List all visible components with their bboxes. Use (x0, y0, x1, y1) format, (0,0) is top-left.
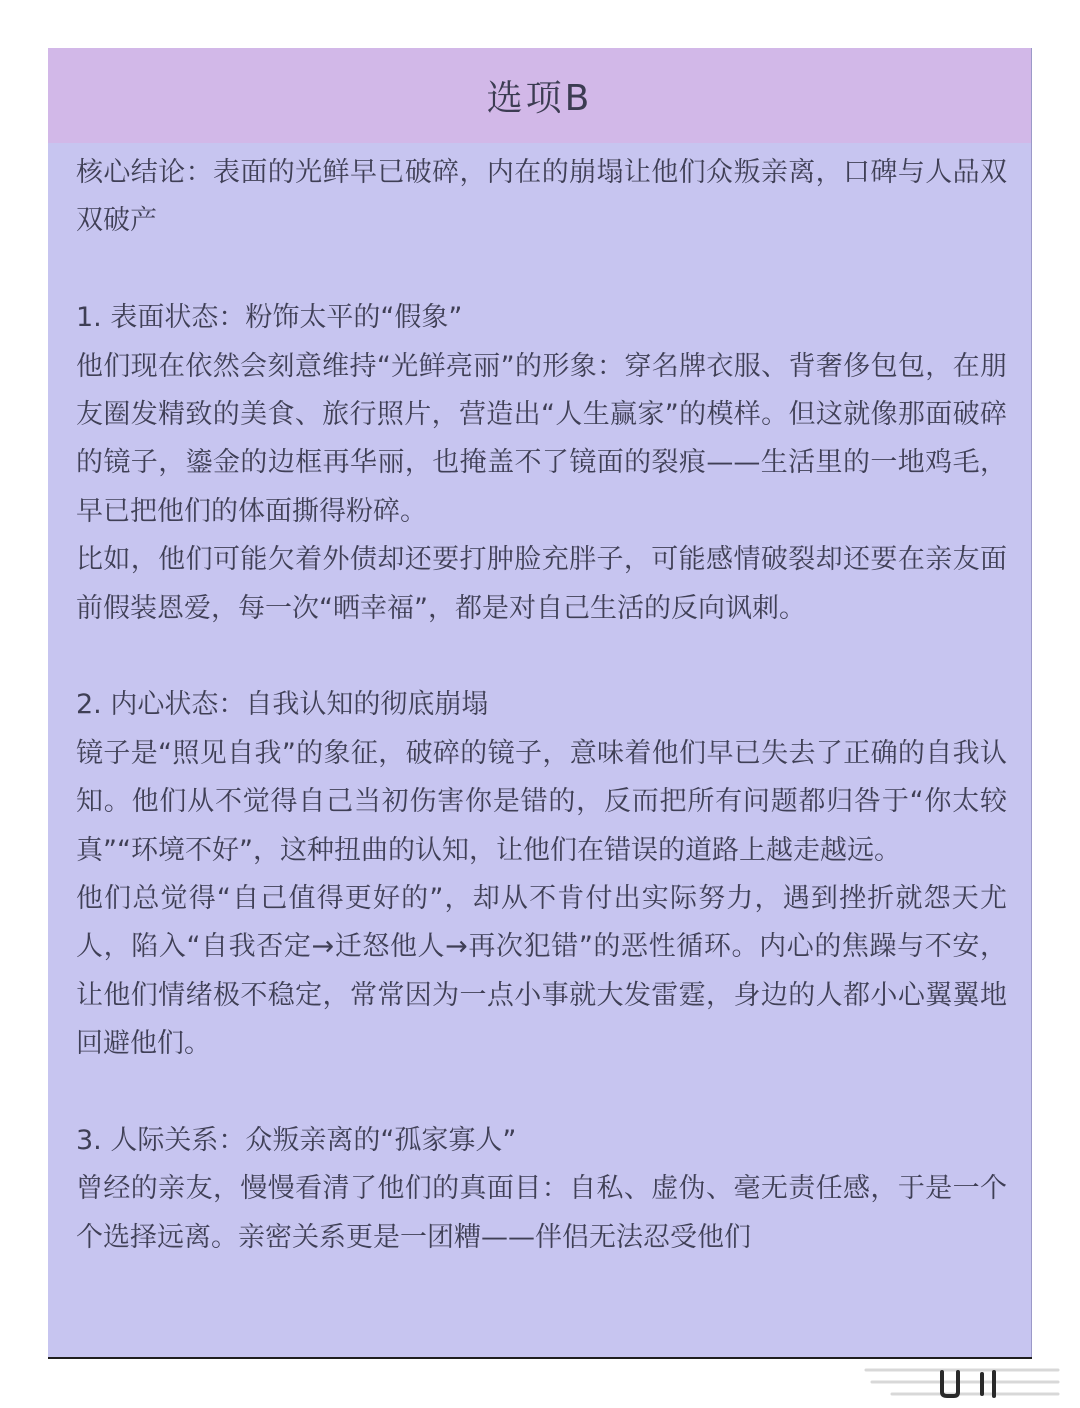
bottom-divider (48, 1357, 1032, 1359)
spacer (76, 1069, 1007, 1117)
section-paragraph: 他们总觉得“自己值得更好的”，却从不肯付出实际努力，遇到挫折就怨天尤人，陷入“自我否定→迁怒他人→再次犯错”的恶性循环。内心的焦躁与不安，让他们情绪极不稳定，常常因为一点小事就大发雷霆，身边的人都小心翼翼地回避他们。 (76, 883, 1007, 1060)
conclusion-text: 核心结论：表面的光鲜早已破碎，内在的崩塌让他们众叛亲离，口碑与人品双双破产 (76, 157, 1007, 237)
section-paragraph: 比如，他们可能欠着外债却还要打肿脸充胖子，可能感情破裂却还要在亲友面前假装恩爱，每一次“晒幸福”，都是对自己生活的反向讽刺。 (76, 544, 1007, 624)
card-title: 选项B (486, 78, 593, 119)
content-card (48, 48, 1032, 1358)
spacer (76, 246, 1007, 294)
card-body (48, 143, 1031, 1262)
section-heading: 1. 表面状态：粉饰太平的“假象” (76, 302, 463, 334)
section-paragraph: 镜子是“照见自我”的象征，破碎的镜子，意味着他们早已失去了正确的自我认知。他们从不觉得自己当初伤害你是错的，反而把所有问题都归咎于“你太较真”“环境不好”，这种扭曲的认知，让他们在错误的道路上越走越远。 (76, 737, 1007, 866)
section-heading: 2. 内心状态：自我认知的彻底崩塌 (76, 689, 489, 721)
section-paragraph: 他们现在依然会刻意维持“光鲜亮丽”的形象：穿名牌衣服、背奢侈包包，在朋友圈发精致的美食、旅行照片，营造出“人生赢家”的模样。但这就像那面破碎的镜子，鎏金的边框再华丽，也掩盖不了镜面的裂痕——生活里的一地鸡毛，早已把他们的体面撕得粉碎。 (76, 350, 1007, 527)
card-header (48, 48, 1031, 143)
section-paragraph: 曾经的亲友，慢慢看清了他们的真面目：自私、虚伪、毫无责任感，于是一个个选择远离。亲密关系更是一团糟——伴侣无法忍受他们 (76, 1173, 1007, 1253)
watermark-logo-icon (862, 1362, 1062, 1402)
spacer (76, 633, 1007, 681)
section-heading: 3. 人际关系：众叛亲离的“孤家寡人” (76, 1125, 517, 1157)
